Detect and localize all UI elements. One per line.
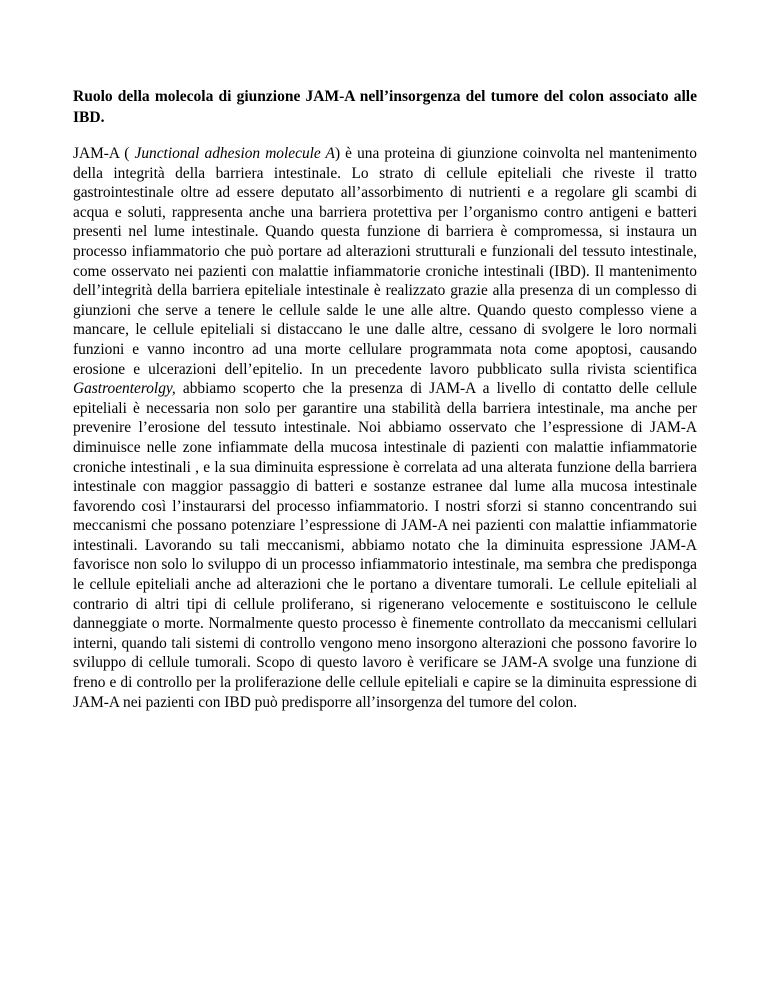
document-paragraph	[73, 144, 697, 712]
paragraph-italic-term: Junctional adhesion molecule A	[134, 145, 335, 162]
paragraph-text-part-1: JAM-A (	[73, 145, 135, 162]
paragraph-text-part-2: ) è una proteina di giunzione coinvolta nel mantenimento della integrità della barriera intestinale. Lo strato di cellule epiteliali che riveste il tratto gastrointestinale oltre ad essere deputato all’assorbimento di nutrienti e a regolare gli scambi di acqua e soluti, rappresenta anche una barriera protettiva per l’organismo contro antigeni e batteri presenti nel lume intestinale. Quando questa funzione di barriera è compromessa, si instaura un processo infiammatorio che può portare ad alterazioni strutturali e funzionali del tessuto intestinale, come osservato nei pazienti con malattie infiammatorie croniche intestinali (IBD). Il mantenimento dell’integrità della barriera epiteliale intestinale è realizzato grazie alla presenza di un complesso di giunzioni che serve a tenere le cellule salde le une alle altre. Quando questo complesso viene a mancare, le cellule epiteliali si distaccano le une dalle altre, cessano di svolgere le loro normali funzioni e vanno incontro ad una morte cellulare programmata nota come apoptosi, causando erosione e ulcerazioni dell’epitelio. In un precedente lavoro pubblicato sulla rivista scientifica	[73, 145, 698, 378]
document-title: Ruolo della molecola di giunzione JAM-A nell’insorgenza del tumore del colon associato alle IBD.	[73, 88, 697, 126]
paragraph-journal-name: Gastroenterolgy,	[73, 380, 176, 398]
document-page	[73, 86, 697, 712]
paragraph-text-part-3: abbiamo scoperto che la presenza di JAM-A a livello di contatto delle cellule epiteliali è necessaria non solo per garantire una stabilità della barriera intestinale, ma anche per prevenire l’erosione del tessuto intestinale. Noi abbiamo osservato che l’espressione di JAM-A diminuisce nelle zone infiammate della mucosa intestinale di pazienti con malattie infiammatorie croniche intestinali , e la sua diminuita espressione è correlata ad una alterata funzione della barriera intestinale con maggior passaggio di batteri e sostanze estranee dal lume alla mucosa intestinale favorendo così l’instaurarsi del processo infiammatorio. I nostri sforzi si stanno concentrando sui meccanismi che possano potenziare l’espressione di JAM-A nei pazienti con malattie infiammatorie intestinali. Lavorando su tali meccanismi, abbiamo notato che la diminuita espressione JAM-A favorisce non solo lo sviluppo di un processo infiammatorio intestinale, ma sembra che predisponga le cellule epiteliali anche ad alterazioni che le portano a diventare tumorali. Le cellule epiteliali al contrario di altri tipi di cellule proliferano, si rigenerano velocemente e sostituiscono le cellule danneggiate o morte. Normalmente questo processo è finemente controllato da meccanismi cellulari interni, quando tali sistemi di controllo vengono meno insorgono alterazioni che possono favorire lo sviluppo di cellule tumorali. Scopo di questo lavoro è verificare se JAM-A svolge una funzione di freno e di controllo per la proliferazione delle cellule epiteliali e capire se la diminuita espressione di JAM-A nei pazienti con IBD può predisporre all’insorgenza del tumore del colon.	[73, 380, 697, 711]
